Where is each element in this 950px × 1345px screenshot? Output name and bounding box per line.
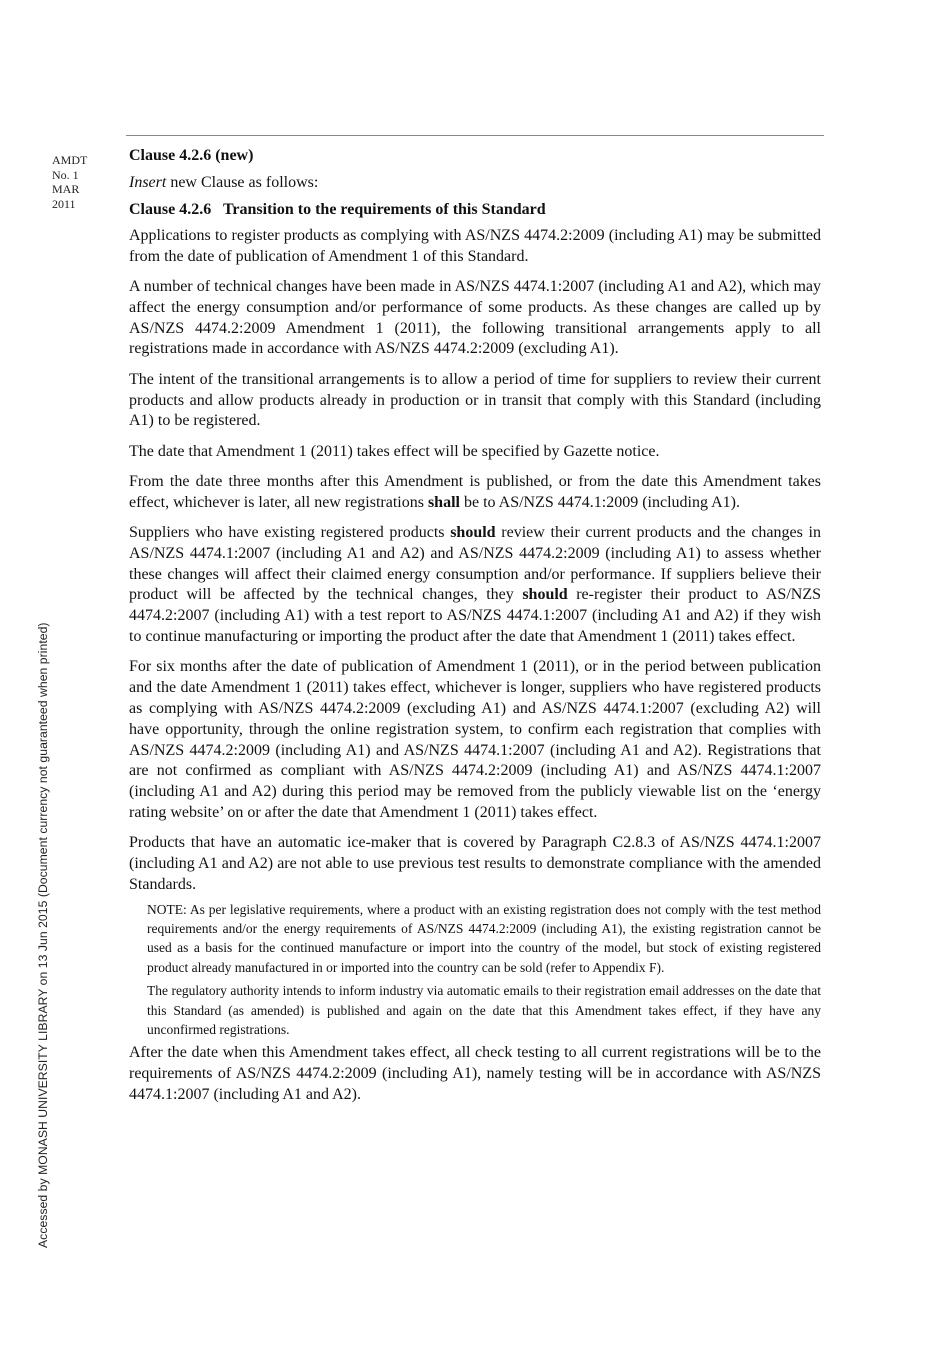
insert-rest: new Clause as follows: [166,174,319,191]
paragraph-8: Products that have an automatic ice-maker that is covered by Paragraph C2.8.3 of AS/NZS 4474.1:2007 (including A1 and A2) are not able to use previous test results to demonstrate compliance with the amended Standards. [129,834,821,893]
paragraph-4: The date that Amendment 1 (2011) takes effect will be specified by Gazette notice. [129,442,660,460]
p6-bold: should [450,524,496,542]
paragraph-9: After the date when this Amendment takes effect, all check testing to all current registrations will be to the requirements of AS/NZS 4474.2:2009 (including A1), namely testing will be in accordance with AS/NZS 4474.1:2007 (including A1 and A2). [129,1044,821,1104]
clause-heading: Clause 4.2.6 (new) [129,147,254,164]
amendment-margin-note [52,153,112,211]
document-body [129,145,821,1115]
paragraph-2: A number of technical changes have been made in AS/NZS 4474.1:2007 (including A1 and A2), which may affect the energy consumption and/or performance of some products. As these changes are called up by AS/NZS 4474.2:2009 Amendment 1 (2011), the following transitional arrangements apply to all registrations made in accordance with AS/NZS 4474.2:2009 (excluding A1). [129,278,821,358]
margin-note-line: MAR [52,182,80,196]
margin-note-line: No. 1 [52,167,79,182]
margin-note-line: 2011 [52,196,76,211]
access-watermark-text: Accessed by MONASH UNIVERSITY LIBRARY on 13 Jun 2015 (Document currency not guaranteed when printed) [36,622,50,1248]
margin-note-line: AMDT [52,153,88,167]
p6-text: Suppliers who have existing registered products [129,524,451,542]
clause-title: Clause 4.2.6 Transition to the requirements of this Standard [129,201,546,218]
paragraph-5 [129,472,821,514]
paragraph-3: The intent of the transitional arrangements is to allow a period of time for suppliers to review their current products and allow products already in production or in transit that comply with this Standard (including A1) to be registered. [129,370,821,430]
p5-bold: shall [427,493,460,511]
p5-text: From the date three months after this Amendment is published, or from the date this Amendment takes effect, whichever is later, all new registrations [129,472,821,511]
notes [147,900,821,1040]
paragraph-6 [129,523,821,648]
paragraph-7: For six months after the date of publication of Amendment 1 (2011), or in the period between publication and the date Amendment 1 (2011) takes effect, whichever is longer, suppliers who have registered products as complying with AS/NZS 4474.2:2009 (excluding A1) and AS/NZS 4474.1:2007 (excluding A2) will have opportunity, through the online registration system, to confirm each registration that complies with AS/NZS 4474.2:2009 (including A1) and AS/NZS 4474.1:2007 (including A1 and A2). Registrations that are not confirmed as compliant with AS/NZS 4474.2:2009 (including A1) and AS/NZS 4474.1:2007 (including A1 and A2) during this period may be removed from the publicly viewable list on the ‘energy rating website’ on or after the date that Amendment 1 (2011) takes effect. [129,658,821,821]
note-2: The regulatory authority intends to inform industry via automatic emails to their registration email addresses on the date that this Standard (as amended) is published and again on the date that this Amendment takes effect, if they have any unconfirmed registrations. [147,983,821,1038]
insert-word: Insert [129,174,167,191]
note-1: NOTE: As per legislative requirements, where a product with an existing registration does not comply with the test method requirements and/or the energy requirements of AS/NZS 4474.2:2009 (including A1), the existing registration cannot be used as a basis for the continued manufacture or import into the country of the model, but stock of existing registered product already manufactured in or imported into the country can be sold (refer to Appendix F). [147,901,821,975]
insert-instruction [129,172,821,193]
p6-text: re-register their product to AS/NZS 4474.2:2007 (including A1) with a test report to AS/NZS 4474.1:2007 (including A1 and A2) if they wish to continue manufacturing or importing the product after the date that Amendment 1 (2011) takes effect. [129,586,821,646]
top-rule [126,135,824,136]
p6-text: review their current products and the changes in AS/NZS 4474.1:2007 (including A1 and A2) and AS/NZS 4474.2:2009 (including A1) to assess whether these changes will affect their claimed energy consumption and/or performance. If suppliers believe their product will be affected by the technical changes, they [129,524,821,604]
p6-bold: should [522,586,568,604]
p5-text: be to AS/NZS 4474.1:2009 (including A1). [459,493,740,511]
paragraph-1: Applications to register products as complying with AS/NZS 4474.2:2009 (including A1) may be submitted from the date of publication of Amendment 1 of this Standard. [129,227,821,265]
